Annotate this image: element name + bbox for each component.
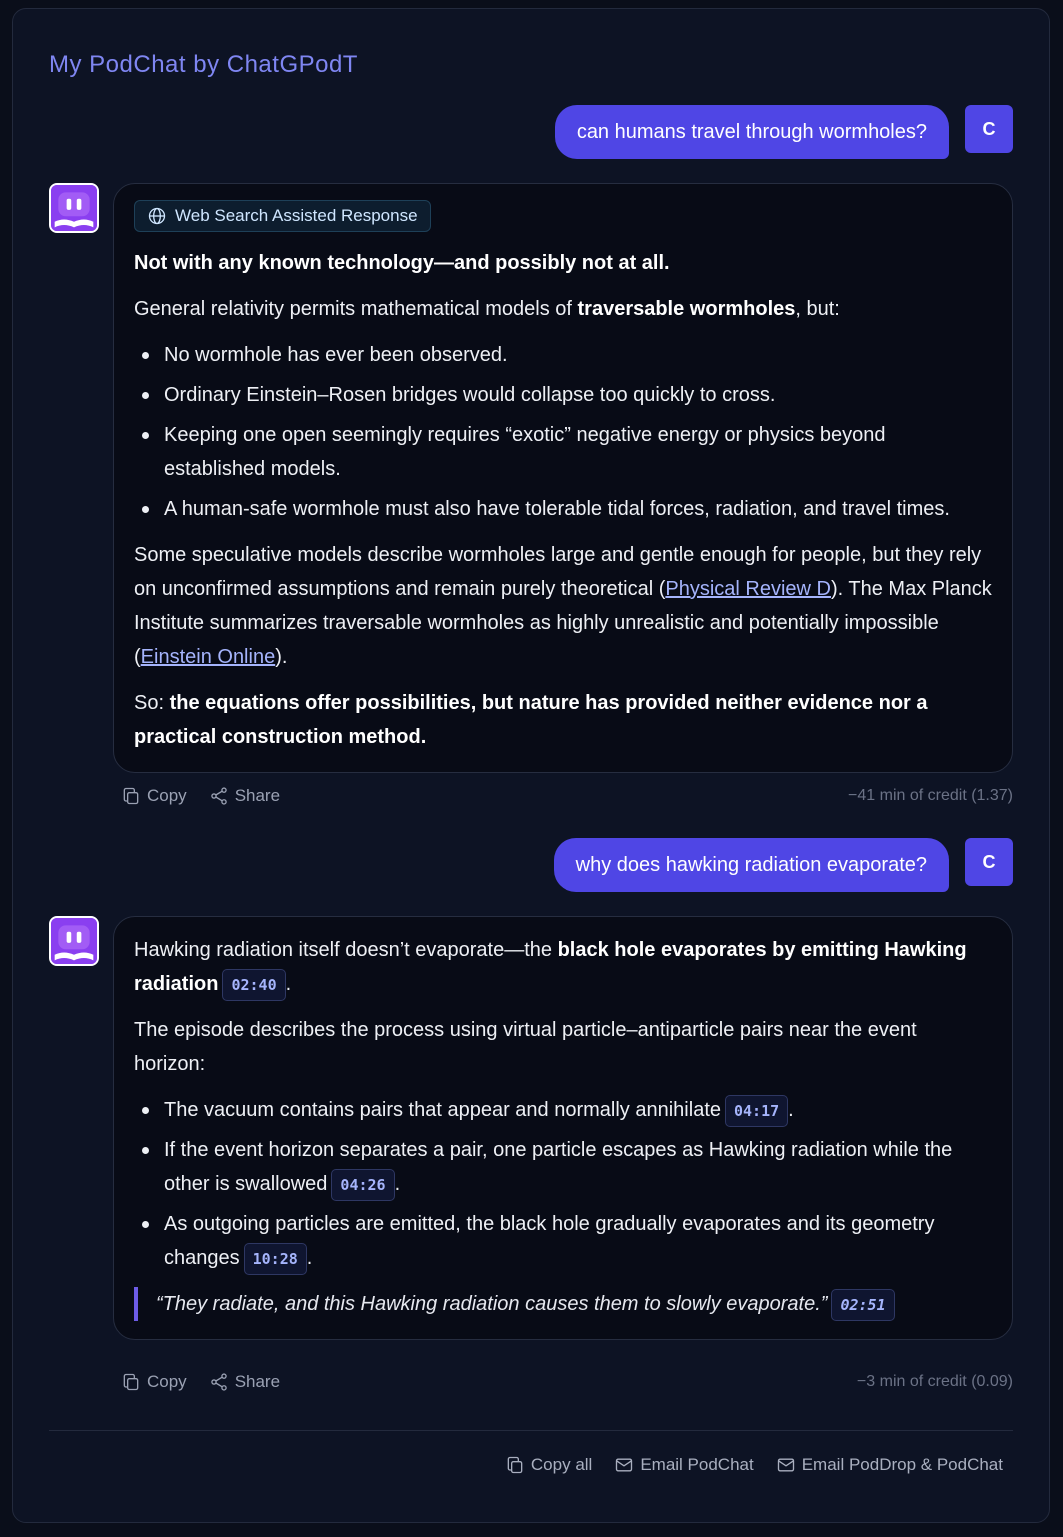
response-paragraph: Some speculative models describe wormholes large and gentle enough for people, but they rely on unconfirmed assumptions and remain purely theoretical (Physical Review D). The Max Planck Institute summarizes traversable wormholes as highly unrealistic and potentially impossible (Einstein Online). [134,544,992,668]
bot-avatar [49,183,99,233]
list-item: The vacuum contains pairs that appear and normally annihilate 04:17 . [164,1093,992,1127]
list-item: A human-safe wormhole must also have tolerable tidal forces, radiation, and travel times. [164,492,992,526]
copy-icon [505,1455,525,1475]
bot-response-card [113,183,1013,773]
share-button[interactable]: Share [209,786,280,806]
podcast-bot-icon [51,918,97,964]
globe-icon [147,206,167,226]
response-conclusion: So: the equations offer possibilities, but nature has provided neither evidence nor a practical construction method. [134,692,928,748]
web-search-badge [134,200,431,232]
timestamp-chip[interactable]: 02:51 [831,1289,894,1321]
copy-icon [121,1372,141,1392]
podcast-bot-icon [51,185,97,231]
mail-icon [776,1455,796,1475]
credit-usage: −41 min of credit (1.37) [848,787,1013,804]
timestamp-chip[interactable]: 04:17 [725,1095,788,1127]
episode-quote: “They radiate, and this Hawking radiation causes them to slowly evaporate.” 02:51 [134,1287,992,1321]
list-item: Ordinary Einstein–Rosen bridges would collapse too quickly to cross. [164,378,992,412]
app-title: My PodChat by ChatGPodT [49,51,358,78]
credit-usage: −3 min of credit (0.09) [856,1373,1013,1390]
response-bullets [134,1093,992,1275]
physical-review-link[interactable]: Physical Review D [665,578,831,600]
user-message-bubble: can humans travel through wormholes? [555,105,949,159]
email-podchat-button[interactable]: Email PodChat [614,1455,753,1475]
copy-button[interactable]: Copy [121,1372,187,1392]
mail-icon [614,1455,634,1475]
response-bullets [134,338,992,526]
footer-divider [49,1430,1013,1431]
list-item: Keeping one open seemingly requires “exotic” negative energy or physics beyond established models. [164,418,992,486]
user-message-row [554,838,1013,892]
response-intro: The episode describes the process using virtual particle–antiparticle pairs near the event horizon: [134,1019,917,1075]
email-poddrop-podchat-button[interactable]: Email PodDrop & PodChat [776,1455,1003,1475]
einstein-online-link[interactable]: Einstein Online [140,646,276,668]
user-avatar: C [965,105,1013,153]
footer-actions [505,1455,1003,1475]
share-button[interactable]: Share [209,1372,280,1392]
copy-button[interactable]: Copy [121,786,187,806]
copy-all-button[interactable]: Copy all [505,1455,592,1475]
web-search-badge-label: Web Search Assisted Response [175,206,418,225]
list-item: No wormhole has ever been observed. [164,338,992,372]
message-actions [121,781,1013,811]
list-item: As outgoing particles are emitted, the black hole gradually evaporates and its geometry changes 10:28 . [164,1207,992,1275]
user-message-row [555,105,1013,159]
message-actions [121,1367,1013,1397]
user-message-bubble: why does hawking radiation evaporate? [554,838,949,892]
share-icon [209,786,229,806]
response-intro: General relativity permits mathematical models of traversable wormholes, but: [134,298,840,320]
copy-icon [121,786,141,806]
response-lead: Not with any known technology—and possibly not at all. [134,252,670,274]
list-item: If the event horizon separates a pair, one particle escapes as Hawking radiation while the other is swallowed 04:26 . [164,1133,992,1201]
chat-panel [12,8,1050,1523]
response-lead: Hawking radiation itself doesn’t evaporate—the black hole evaporates by emitting Hawking radiation 02:40 . [134,933,992,1001]
bot-avatar [49,916,99,966]
user-avatar: C [965,838,1013,886]
timestamp-chip[interactable]: 04:26 [331,1169,394,1201]
timestamp-chip[interactable]: 02:40 [222,969,285,1001]
bot-response-card [113,916,1013,1340]
share-icon [209,1372,229,1392]
timestamp-chip[interactable]: 10:28 [244,1243,307,1275]
